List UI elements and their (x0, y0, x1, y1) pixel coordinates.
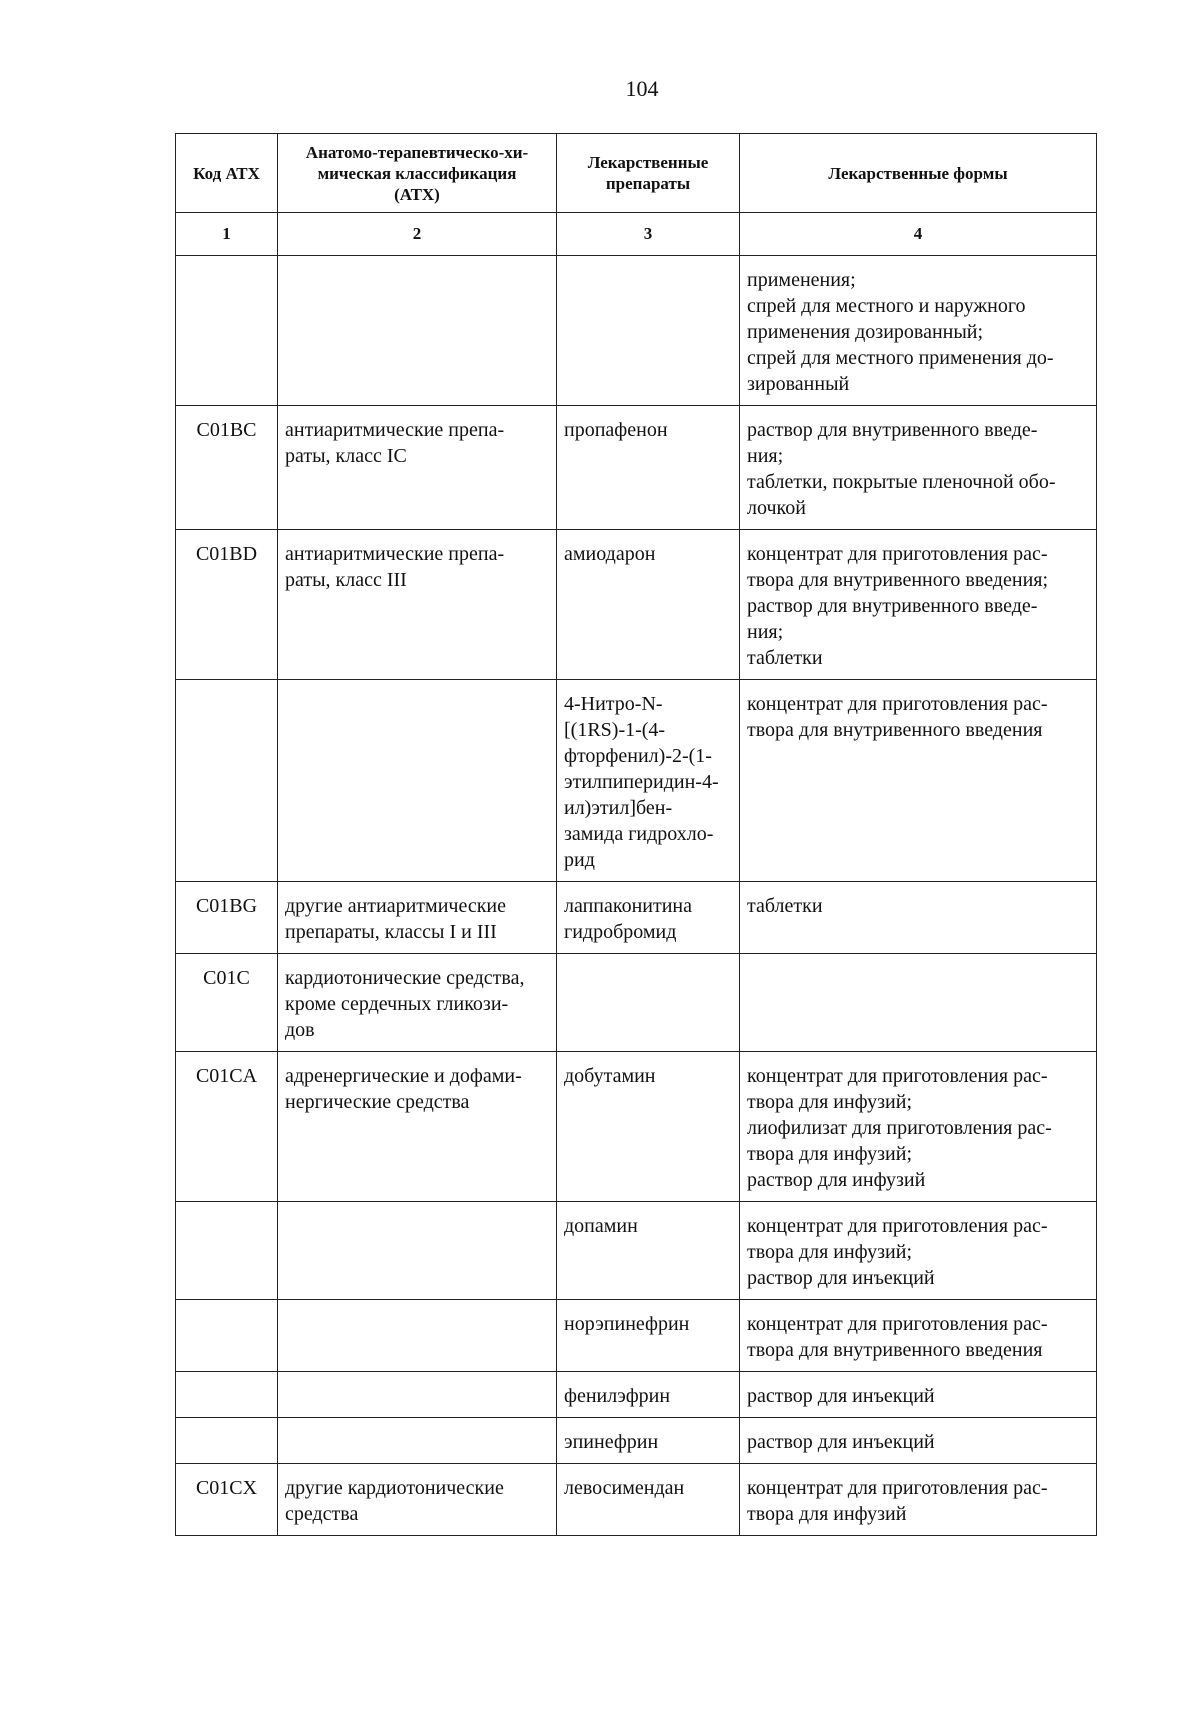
cell-atx-code (176, 680, 278, 882)
cell-text-line: раствор для инъекций (747, 1385, 935, 1407)
table-row (176, 954, 1097, 1052)
table-row (176, 1418, 1097, 1464)
cell-text-line: твора для внутривенного введения (747, 719, 1043, 741)
table-row (176, 1300, 1097, 1372)
cell-text-line: C01BC (196, 419, 257, 441)
cell-text-line: C01BD (195, 543, 258, 565)
cell-text-line: пропафенон (564, 419, 668, 441)
cell-dosage-forms (740, 954, 1097, 1052)
cell-text-line: спрей для местного применения до- (747, 347, 1054, 369)
cell-text-line: лиофилизат для приготовления рас- (747, 1117, 1052, 1139)
cell-text-line: C01BG (195, 895, 258, 917)
cell-drug (557, 882, 740, 954)
cell-classification (278, 1418, 557, 1464)
table-header (176, 134, 1097, 256)
header-line: Код АТХ (193, 163, 260, 183)
table-row (176, 680, 1097, 882)
cell-text-line: C01CA (195, 1065, 258, 1087)
cell-text-line: раствор для инъекций (747, 1431, 935, 1453)
cell-text-line: кроме сердечных гликози- (285, 993, 509, 1015)
cell-text-line: твора для инфузий; (747, 1143, 913, 1165)
cell-drug (557, 1052, 740, 1202)
cell-classification (278, 256, 557, 406)
cell-dosage-forms (740, 1202, 1097, 1300)
header-dosage-forms (740, 134, 1097, 213)
cell-text-line: лаппаконитина (564, 895, 693, 917)
cell-text-line: средства (285, 1503, 359, 1525)
atx-medicines-table (175, 133, 1097, 1536)
column-number: 1 (176, 213, 278, 256)
header-line: (АТХ) (394, 184, 440, 204)
cell-text-line: применения; (747, 269, 856, 291)
cell-text-line: фенилэфрин (564, 1385, 671, 1407)
cell-dosage-forms (740, 406, 1097, 530)
cell-text-line: твора для инфузий; (747, 1091, 913, 1113)
cell-classification (278, 1464, 557, 1536)
cell-text-line: 4-Нитро-N- (564, 693, 663, 715)
table-row (176, 1464, 1097, 1536)
cell-atx-code (176, 1372, 278, 1418)
cell-text-line: [(1RS)-1-(4- (564, 719, 666, 741)
cell-text-line: таблетки, покрытые пленочной обо- (747, 471, 1056, 493)
cell-text-line: допамин (564, 1215, 638, 1237)
cell-dosage-forms (740, 1052, 1097, 1202)
cell-text-line: ния; (747, 621, 784, 643)
cell-dosage-forms (740, 1418, 1097, 1464)
column-number: 2 (278, 213, 557, 256)
cell-text-line: адренергические и дофами- (285, 1065, 522, 1087)
cell-drug (557, 1464, 740, 1536)
cell-text-line: антиаритмические препа- (285, 419, 505, 441)
cell-drug (557, 1372, 740, 1418)
cell-drug (557, 1300, 740, 1372)
cell-atx-code (176, 1202, 278, 1300)
cell-dosage-forms (740, 680, 1097, 882)
cell-text-line: лочкой (747, 497, 806, 519)
table-body (176, 256, 1097, 1536)
cell-atx-code (176, 954, 278, 1052)
cell-text-line: раствор для инъекций (747, 1267, 935, 1289)
cell-text-line: твора для инфузий (747, 1503, 907, 1525)
header-line: мическая классификация (317, 163, 517, 183)
cell-drug (557, 680, 740, 882)
cell-text-line: раты, класс III (285, 569, 407, 591)
cell-text-line: гидробромид (564, 921, 677, 943)
table-row (176, 1202, 1097, 1300)
cell-classification (278, 1300, 557, 1372)
cell-text-line: твора для внутривенного введения; (747, 569, 1049, 591)
cell-atx-code (176, 882, 278, 954)
cell-text-line: спрей для местного и наружного (747, 295, 1026, 317)
cell-text-line: зированный (747, 373, 850, 395)
table-row (176, 256, 1097, 406)
cell-text-line: амиодарон (564, 543, 656, 565)
header-row (176, 134, 1097, 213)
cell-text-line: другие антиаритмические (285, 895, 507, 917)
header-line: препараты (605, 174, 691, 193)
cell-atx-code (176, 1464, 278, 1536)
cell-text-line: концентрат для приготовления рас- (747, 693, 1048, 715)
cell-text-line: концентрат для приготовления рас- (747, 1313, 1048, 1335)
header-line: Анатомо-терапевтическо-хи- (305, 142, 529, 162)
cell-classification (278, 882, 557, 954)
cell-text-line: твора для инфузий; (747, 1241, 913, 1263)
cell-classification (278, 530, 557, 680)
cell-text-line: этилпиперидин-4- (564, 771, 719, 793)
cell-text-line: концентрат для приготовления рас- (747, 543, 1048, 565)
cell-classification (278, 406, 557, 530)
cell-classification (278, 680, 557, 882)
cell-atx-code (176, 530, 278, 680)
table-row (176, 1052, 1097, 1202)
cell-drug (557, 1418, 740, 1464)
column-number: 3 (557, 213, 740, 256)
cell-text-line: таблетки (747, 895, 823, 917)
cell-text-line: фторфенил)-2-(1- (564, 745, 712, 767)
cell-drug (557, 1202, 740, 1300)
cell-drug (557, 256, 740, 406)
table-row (176, 530, 1097, 680)
cell-classification (278, 1202, 557, 1300)
cell-atx-code (176, 1300, 278, 1372)
cell-text-line: раствор для внутривенного введе- (747, 419, 1038, 441)
cell-text-line: концентрат для приготовления рас- (747, 1065, 1048, 1087)
page-number: 104 (625, 76, 659, 101)
cell-text-line: твора для внутривенного введения (747, 1339, 1043, 1361)
cell-text-line: применения дозированный; (747, 321, 984, 343)
table-row (176, 882, 1097, 954)
cell-text-line: эпинефрин (564, 1431, 659, 1453)
cell-text-line: антиаритмические препа- (285, 543, 505, 565)
cell-text-line: концентрат для приготовления рас- (747, 1215, 1048, 1237)
cell-text-line: рид (564, 849, 595, 871)
cell-text-line: C01CX (195, 1477, 258, 1499)
header-line: Лекарственные (587, 153, 709, 172)
cell-text-line: раты, класс IC (285, 445, 407, 467)
cell-text-line: раствор для внутривенного введе- (747, 595, 1038, 617)
cell-text-line: раствор для инфузий (747, 1169, 926, 1191)
cell-atx-code (176, 1052, 278, 1202)
cell-atx-code (176, 256, 278, 406)
table-row (176, 1372, 1097, 1418)
cell-atx-code (176, 406, 278, 530)
cell-text-line: препараты, классы I и III (285, 921, 497, 943)
cell-classification (278, 954, 557, 1052)
cell-dosage-forms (740, 1372, 1097, 1418)
cell-classification (278, 1372, 557, 1418)
cell-dosage-forms (740, 256, 1097, 406)
cell-text-line: дов (285, 1019, 315, 1041)
cell-drug (557, 406, 740, 530)
cell-drug (557, 530, 740, 680)
column-number: 4 (740, 213, 1097, 256)
header-line: Лекарственные формы (828, 163, 1008, 183)
cell-text-line: добутамин (564, 1065, 656, 1087)
cell-dosage-forms (740, 882, 1097, 954)
cell-text-line: ил)этил]бен- (564, 797, 673, 819)
cell-text-line: C01C (203, 967, 250, 989)
cell-classification (278, 1052, 557, 1202)
header-atx-classification (278, 134, 557, 213)
cell-dosage-forms (740, 1464, 1097, 1536)
cell-text-line: замида гидрохло- (564, 823, 714, 845)
cell-text-line: таблетки (747, 647, 823, 669)
header-drugs (557, 134, 740, 213)
cell-text-line: норэпинефрин (564, 1313, 690, 1335)
cell-text-line: концентрат для приготовления рас- (747, 1477, 1048, 1499)
cell-text-line: другие кардиотонические (285, 1477, 504, 1499)
header-atx-code (176, 134, 278, 213)
cell-text-line: кардиотонические средства, (285, 967, 525, 989)
table-row (176, 406, 1097, 530)
cell-atx-code (176, 1418, 278, 1464)
cell-text-line: ния; (747, 445, 784, 467)
column-number-row (176, 213, 1097, 256)
cell-dosage-forms (740, 1300, 1097, 1372)
cell-dosage-forms (740, 530, 1097, 680)
cell-text-line: левосимендан (564, 1477, 685, 1499)
cell-drug (557, 954, 740, 1052)
cell-text-line: нергические средства (285, 1091, 470, 1113)
